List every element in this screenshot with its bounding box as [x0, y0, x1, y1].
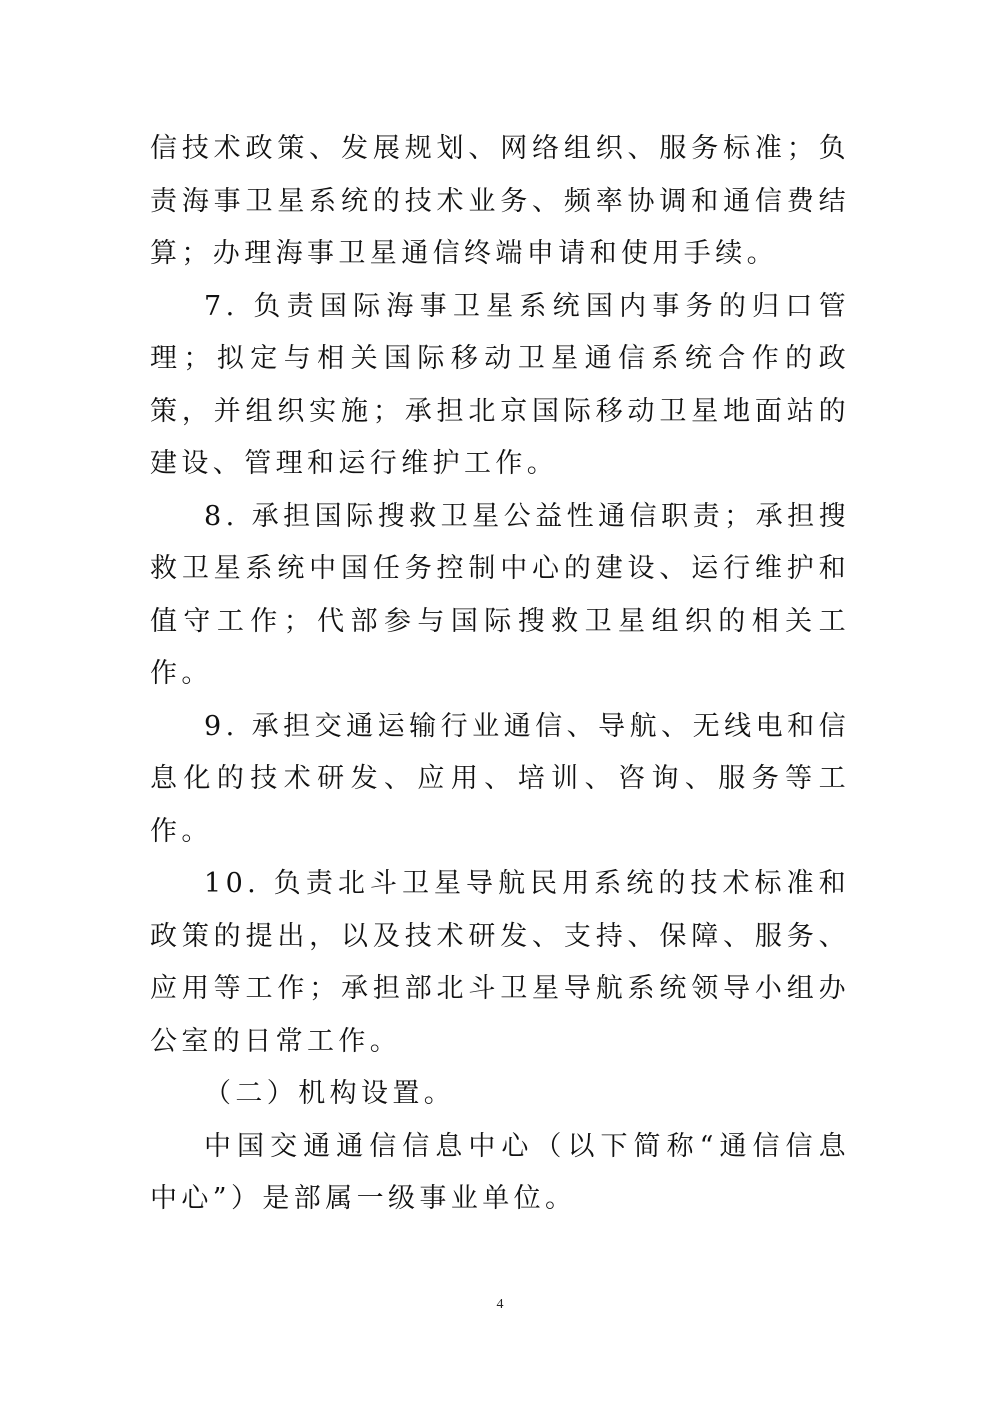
paragraph-item-7: 7. 负责国际海事卫星系统国内事务的归口管理；拟定与相关国际移动卫星通信系统合作的政策，并组织实施；承担北京国际移动卫星地面站的建设、管理和运行维护工作。 [150, 290, 850, 479]
document-body [150, 123, 850, 1226]
page-number: 4 [496, 1297, 504, 1312]
paragraph-continuation: 信技术政策、发展规划、网络组织、服务标准；负责海事卫星系统的技术业务、频率协调和通信费结算；办理海事卫星通信终端申请和使用手续。 [150, 133, 850, 269]
paragraph-item-10: 10. 负责北斗卫星导航民用系统的技术标准和政策的提出，以及技术研发、支持、保障、服务、应用等工作；承担部北斗卫星导航系统领导小组办公室的日常工作。 [150, 868, 850, 1057]
paragraph-organization: 中国交通通信信息中心（以下简称“通信信息中心”）是部属一级事业单位。 [150, 1130, 850, 1214]
section-heading: （二）机构设置。 [204, 1078, 456, 1109]
paragraph-item-8: 8. 承担国际搜救卫星公益性通信职责；承担搜救卫星系统中国任务控制中心的建设、运行维护和值守工作；代部参与国际搜救卫星组织的相关工作。 [150, 500, 850, 689]
paragraph-item-9: 9. 承担交通运输行业通信、导航、无线电和信息化的技术研发、应用、培训、咨询、服务等工作。 [150, 710, 850, 847]
